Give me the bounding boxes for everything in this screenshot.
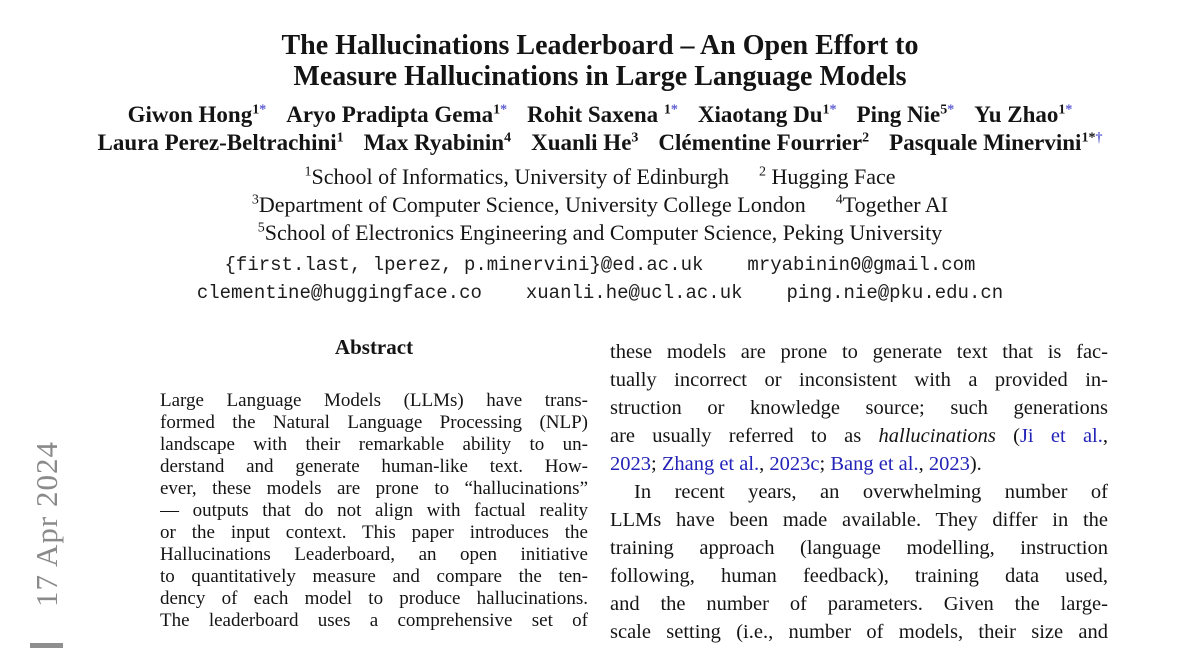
intro-line: these models are prone to generate text that is fac- (610, 341, 1108, 363)
email-edinburgh-group: {first.last, lperez, p.minervini}@ed.ac.uk (224, 254, 704, 276)
author-footnote-link[interactable]: * (1065, 102, 1073, 118)
affiliation-text: Department of Computer Science, University College London (258, 192, 806, 217)
intro-line: struction or knowledge source; such generations (610, 397, 1108, 419)
intro-line: LLMs have been made available. They differ in the (610, 509, 1108, 531)
paper-title-line1: The Hallucinations Leaderboard – An Open Effort to (281, 30, 919, 61)
intro-line: In recent years, an overwhelming number of (634, 481, 1108, 503)
author-affil-sup: 1 (336, 130, 344, 146)
author-giwon-hong (128, 102, 267, 128)
email-ping-nie: ping.nie@pku.edu.cn (786, 282, 1004, 304)
emails-line-1 (0, 254, 1200, 276)
affiliation-sup: 1 (304, 164, 312, 180)
intro-line: scale setting (i.e., number of models, their size and (610, 621, 1108, 643)
affiliation-sup: 3 (251, 192, 259, 208)
intro-line: following, human feedback), training data used, (610, 565, 1108, 587)
intro-text: ). (969, 453, 982, 475)
author-affil-sup: 1 (252, 102, 260, 118)
author-affil-sup: 1 (493, 102, 501, 118)
email-mryabinin: mryabinin0@gmail.com (747, 254, 976, 276)
author-yu-zhao (974, 102, 1072, 128)
intro-text: , (918, 453, 929, 475)
intro-line: and the number of parameters. Given the large- (610, 593, 1108, 615)
author-footnote-link[interactable]: * (829, 102, 837, 118)
author-name: Max Ryabinin (363, 130, 505, 155)
citation-bang-et-al[interactable]: Bang et al. (830, 453, 919, 475)
abstract-line: derstand and generate human-like text. How- (160, 456, 588, 477)
affiliation-sup: 4 (835, 192, 843, 208)
author-xiaotang-du (698, 102, 837, 128)
intro-text: are usually referred to as (610, 425, 879, 447)
affiliation-sup: 5 (257, 220, 265, 236)
abstract-line: Large Language Models (LLMs) have trans- (160, 390, 588, 411)
author-laura-perez-beltrachini (98, 130, 344, 156)
affiliation-peking-university (258, 220, 943, 246)
affiliations-line-1 (0, 164, 1200, 190)
author-footnote-link[interactable]: * (500, 102, 508, 118)
affiliation-sup: 2 (759, 164, 766, 180)
affiliation-ucl (252, 192, 806, 218)
arxiv-date-watermark: 17 Apr 2024 (29, 441, 64, 607)
intro-line: training approach (language modelling, instruction (610, 537, 1108, 559)
intro-text: ; (651, 453, 662, 475)
author-max-ryabinin (364, 130, 511, 156)
author-affil-sup: 2 (862, 130, 870, 146)
affiliation-text: School of Electronics Engineering and Computer Science, Peking University (264, 220, 943, 245)
paper-title (0, 30, 1200, 92)
intro-italic-term: hallucinations (878, 425, 996, 447)
author-name: Giwon Hong (127, 102, 253, 127)
author-xuanli-he (531, 130, 638, 156)
abstract-line: or the input context. This paper introduces the (160, 522, 588, 543)
affiliations-line-3 (0, 220, 1200, 246)
intro-line: tually incorrect or inconsistent with a provided in- (610, 369, 1108, 391)
emails-line-2 (0, 282, 1200, 304)
affiliation-text: School of Informatics, University of Edinburgh (311, 164, 729, 189)
abstract-line: to quantitatively measure and compare the ten- (160, 566, 588, 587)
affiliation-hugging-face (759, 164, 896, 190)
citation-ji-et-al[interactable]: Ji et al. (1019, 425, 1103, 447)
affiliation-edinburgh (304, 164, 729, 190)
author-footnote-link[interactable]: * (670, 102, 678, 118)
abstract-line: Hallucinations Leaderboard, an open initiative (160, 544, 588, 565)
authors-line-1 (0, 102, 1200, 128)
author-affil-sup: 1 (663, 102, 671, 118)
authors-line-2 (0, 130, 1200, 156)
arxiv-watermark-cutoff-fragment (30, 643, 63, 648)
author-name: Xuanli He (531, 130, 632, 155)
author-clementine-fourrier (658, 130, 869, 156)
author-affil-sup: 3 (631, 130, 639, 146)
author-affil-sup: 1* (1081, 130, 1096, 146)
citation-zhang-year[interactable]: 2023c (769, 453, 820, 475)
author-name: Clémentine Fourrier (658, 130, 863, 155)
email-xuanli: xuanli.he@ucl.ac.uk (525, 282, 743, 304)
author-name: Aryo Pradipta Gema (286, 102, 494, 127)
abstract-line: The leaderboard uses a comprehensive set of (160, 610, 588, 631)
intro-text: ; (819, 453, 831, 475)
abstract-line: — outputs that do not align with factual reality (160, 500, 588, 521)
author-footnote-link[interactable]: * (259, 102, 267, 118)
author-name: Pasquale Minervini (889, 130, 1082, 155)
author-footnote-link[interactable]: † (1095, 130, 1103, 146)
abstract-heading: Abstract (334, 335, 414, 359)
author-ping-nie (857, 102, 955, 128)
author-affil-sup: 5 (940, 102, 948, 118)
author-name: Ping Nie (856, 102, 941, 127)
paper-title-line2: Measure Hallucinations in Large Language Models (293, 61, 907, 92)
author-rohit-saxena (527, 102, 678, 128)
author-name: Laura Perez-Beltrachini (97, 130, 337, 155)
intro-text: , (1102, 425, 1108, 447)
affiliation-text: Together AI (842, 192, 949, 217)
citation-ji-year[interactable]: 2023 (610, 453, 651, 475)
intro-text: ( (995, 425, 1020, 447)
author-pasquale-minervini (889, 130, 1102, 156)
author-footnote-link[interactable]: * (947, 102, 955, 118)
abstract-line: landscape with their remarkable ability to un- (160, 434, 588, 455)
affiliations-line-2 (0, 192, 1200, 218)
abstract-line: dency of each model to produce hallucinations. (160, 588, 588, 609)
author-name: Yu Zhao (974, 102, 1059, 127)
abstract-body (160, 390, 588, 632)
intro-column (610, 338, 1108, 646)
author-affil-sup: 4 (504, 130, 512, 146)
intro-line (610, 450, 1108, 478)
abstract-line: ever, these models are prone to “hallucinations” (160, 478, 588, 499)
author-aryo-pradipta-gema (286, 102, 507, 128)
affiliation-text: Hugging Face (766, 164, 896, 189)
affiliation-together-ai (836, 192, 948, 218)
email-clementine: clementine@huggingface.co (196, 282, 482, 304)
intro-text: , (759, 453, 770, 475)
citation-zhang-et-al[interactable]: Zhang et al. (661, 453, 760, 475)
author-name: Rohit Saxena (527, 102, 664, 127)
author-name: Xiaotang Du (697, 102, 823, 127)
author-affil-sup: 1 (822, 102, 830, 118)
citation-bang-year[interactable]: 2023 (928, 453, 970, 475)
author-affil-sup: 1 (1058, 102, 1066, 118)
abstract-line: formed the Natural Language Processing (NLP) (160, 412, 588, 433)
intro-line (610, 422, 1108, 450)
